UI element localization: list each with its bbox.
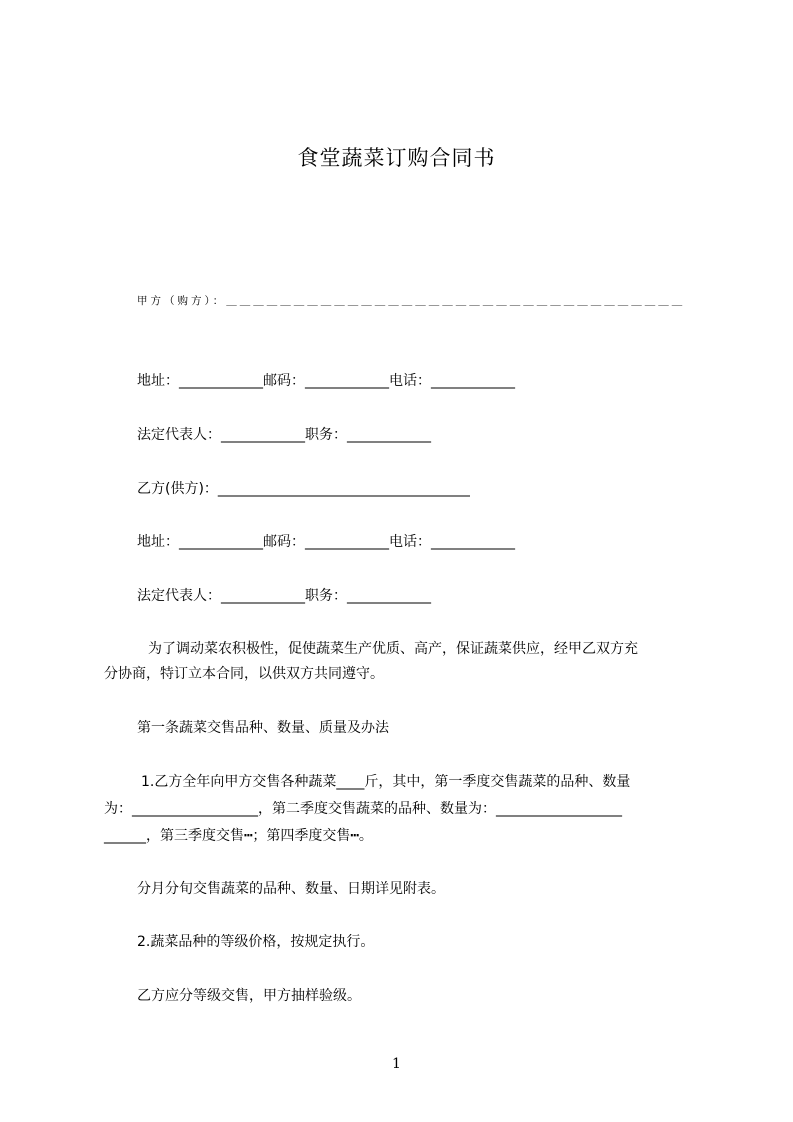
- article-1-heading: 第一条蔬菜交售品种、数量、质量及办法: [137, 720, 389, 736]
- party-a-representative-line: 法定代表人：____________职务：____________: [137, 427, 431, 443]
- party-b-address-line: 地址：____________邮码：____________电话：____________: [137, 534, 515, 550]
- monthly-schedule-note: 分月分旬交售蔬菜的品种、数量、日期详见附表。: [137, 881, 445, 897]
- party-b-representative-line: 法定代表人：____________职务：____________: [137, 588, 431, 604]
- intro-paragraph-line-1: 为了调动菜农积极性，促使蔬菜生产优质、高产，保证蔬菜供应，经甲乙双方充: [148, 641, 638, 657]
- item-1-line-3: ______，第三季度交售┅；第四季度交售┅。: [104, 828, 373, 844]
- party-b-line: 乙方(供方)：____________________________________: [137, 481, 470, 497]
- item-1-line-1: 1.乙方全年向甲方交售各种蔬菜____斤，其中，第一季度交售蔬菜的品种、数量: [141, 774, 631, 790]
- grading-note: 乙方应分等级交售，甲方抽样验级。: [137, 988, 361, 1004]
- party-a-address-line: 地址：____________邮码：____________电话：____________: [137, 373, 515, 389]
- item-1-line-2: 为：__________________，第二季度交售蔬菜的品种、数量为：__________________: [104, 801, 622, 817]
- party-a-line: 甲方（购方）：＿＿＿＿＿＿＿＿＿＿＿＿＿＿＿＿＿＿＿＿＿＿＿＿＿＿＿＿＿＿＿＿＿＿: [137, 295, 686, 307]
- document-title: 食堂蔬菜订购合同书: [297, 146, 496, 170]
- item-2-line: 2.蔬菜品种的等级价格，按规定执行。: [137, 934, 375, 950]
- page-number: 1: [392, 1056, 401, 1072]
- intro-paragraph-line-2: 分协商，特订立本合同，以供双方共同遵守。: [104, 666, 384, 682]
